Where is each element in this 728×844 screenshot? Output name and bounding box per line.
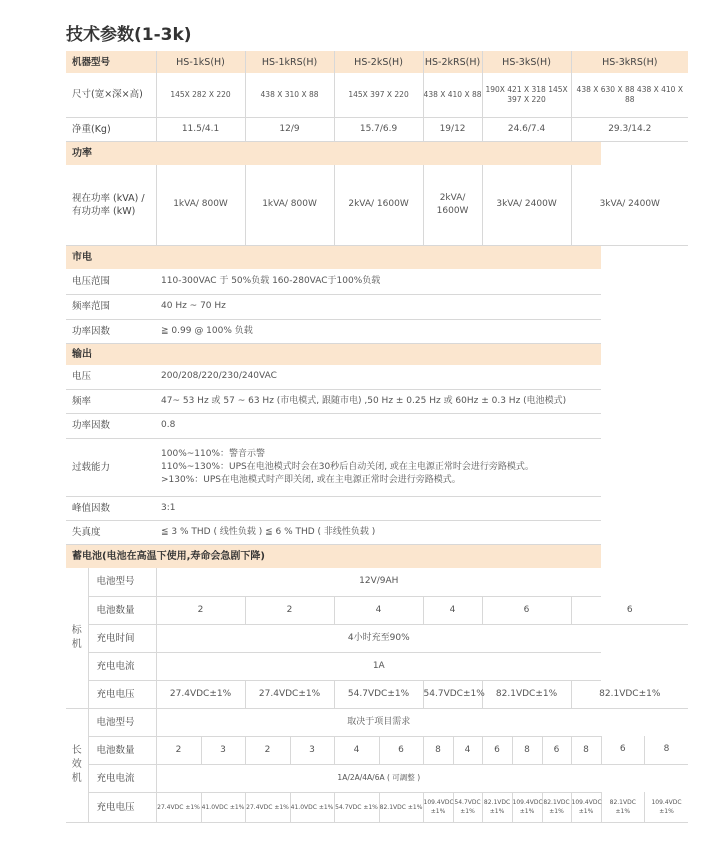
weight-row [66,117,688,141]
long-count-cell: 4 [453,736,482,764]
std-type-row [66,568,688,596]
long-voltage-cell: 27.4VDC ±1% [156,792,201,822]
long-count-cell: 8 [512,736,542,764]
mains-section-header [66,245,688,269]
overload-line: 110%~130%：UPS在电池模式时会在30秒后自动关闭, 或在主电源正常时会进行旁路模式。 [161,461,534,472]
long-type-label: 电池型号 [88,708,156,736]
long-voltage-cell: 82.1VDC ±1% [379,792,423,822]
long-voltage-cell: 54.7VDC ±1% [453,792,482,822]
long-voltage-cell: 82.1VDC ±1% [601,792,644,822]
long-voltage-cell: 54.7VDC ±1% [334,792,379,822]
spec-table [66,51,688,823]
weight-cell: 15.7/6.9 [334,117,423,141]
battery-section-title: 蓄电池(电池在高温下使用,寿命会急剧下降) [66,544,601,568]
power-section-title: 功率 [66,141,601,165]
std-voltage-cell: 27.4VDC±1% [156,680,245,708]
std-voltage-cell: 54.7VDC±1% [423,680,482,708]
std-type-value: 12V/9AH [156,568,601,596]
long-charge-voltage-label: 充电电压 [88,792,156,822]
size-label: 尺寸(宽×深×高) [66,73,156,117]
long-voltage-cell: 27.4VDC ±1% [245,792,290,822]
long-voltage-cell: 41.0VDC ±1% [290,792,334,822]
long-count-row [66,736,688,764]
mains-row-label: 功率因数 [66,319,156,343]
model-cell: HS-2kRS(H) [423,51,482,73]
thd-row [66,520,688,544]
std-count-cell: 4 [423,596,482,624]
mains-row-value: 40 Hz ~ 70 Hz [156,294,601,319]
std-type-label: 电池型号 [88,568,156,596]
std-charge-current-value: 1A [156,652,601,680]
weight-cell: 24.6/7.4 [482,117,571,141]
std-charge-current-label: 充电电流 [88,652,156,680]
std-voltage-cell: 27.4VDC±1% [245,680,334,708]
std-charge-voltage-row [66,680,688,708]
long-voltage-cell: 109.4VDC ±1% [571,792,601,822]
mains-row-label: 电压范围 [66,269,156,294]
weight-label: 净重(Kg) [66,117,156,141]
long-voltage-cell: 109.4VDC ±1% [645,792,688,822]
power-cell: 2kVA/ 1600W [334,165,423,245]
power-label: 视在功率 (kVA) / 有功功率 (kW) [66,165,156,245]
long-charge-current-row [66,764,688,792]
std-voltage-cell: 54.7VDC±1% [334,680,423,708]
output-section-header [66,343,688,365]
std-count-label: 电池数量 [88,596,156,624]
long-charge-voltage-row [66,792,688,822]
mains-section-title: 市电 [66,245,601,269]
long-type-row [66,708,688,736]
std-voltage-cell: 82.1VDC±1% [482,680,571,708]
overload-row [66,438,688,496]
crest-value: 3:1 [156,496,601,520]
std-count-cell: 2 [156,596,245,624]
long-count-cell: 2 [156,736,201,764]
long-count-cell: 8 [571,736,601,764]
output-pf-label: 功率因数 [66,413,156,438]
mains-row [66,319,688,343]
overload-line: 100%~110%：警音示警 [161,448,266,459]
output-pf-row [66,413,688,438]
long-count-cell: 8 [423,736,453,764]
standard-side-text: 标 机 [71,624,82,650]
output-voltage-label: 电压 [66,365,156,389]
crest-row [66,496,688,520]
output-frequency-row [66,389,688,413]
long-side-text: 长 效 机 [71,745,82,784]
long-count-cell: 4 [334,736,379,764]
size-cell: 438 X 410 X 88 [423,73,482,117]
long-charge-current-value: 1A/2A/4A/6A ( 可調整 ) [156,764,601,792]
standard-side-label [66,568,88,708]
power-cell: 3kVA/ 2400W [571,165,688,245]
size-row [66,73,688,117]
std-count-cell: 6 [571,596,688,624]
long-charge-current-label: 充电电流 [88,764,156,792]
mains-row-label: 频率范围 [66,294,156,319]
std-charge-time-label: 充电时间 [88,624,156,652]
size-cell: 438 X 630 X 88 438 X 410 X 88 [571,73,688,117]
output-frequency-value: 47~ 53 Hz 或 57 ~ 63 Hz (市电模式, 跟随市电) ,50 Hz ± 0.25 Hz 或 60Hz ± 0.3 Hz (电池模式) [156,389,601,413]
size-cell: 145X 282 X 220 [156,73,245,117]
overload-line: >130%：UPS在电池模式时产即关闭, 或在主电源正常时会进行旁路模式。 [161,474,461,485]
size-cell: 190X 421 X 318 145X 397 X 220 [482,73,571,117]
model-cell: HS-1kRS(H) [245,51,334,73]
weight-cell: 12/9 [245,117,334,141]
model-cell: HS-1kS(H) [156,51,245,73]
long-voltage-cell: 109.4VDC ±1% [512,792,542,822]
long-count-cell: 2 [245,736,290,764]
std-charge-time-row [66,624,688,652]
long-count-cell: 3 [201,736,245,764]
output-voltage-row [66,365,688,389]
thd-label: 失真度 [66,520,156,544]
thd-value: ≦ 3 % THD ( 线性负载 ) ≦ 6 % THD ( 非线性负载 ) [156,520,601,544]
output-pf-value: 0.8 [156,413,601,438]
power-cell: 2kVA/ 1600W [423,165,482,245]
std-count-cell: 2 [245,596,334,624]
std-charge-voltage-label: 充电电压 [88,680,156,708]
long-voltage-cell: 82.1VDC ±1% [542,792,571,822]
power-section-header [66,141,688,165]
long-type-value: 取决于项目需求 [156,708,601,736]
long-voltage-cell: 109.4VDC ±1% [423,792,453,822]
power-cell: 1kVA/ 800W [245,165,334,245]
output-voltage-value: 200/208/220/230/240VAC [156,365,601,389]
model-cell: HS-3kS(H) [482,51,571,73]
power-cell: 3kVA/ 2400W [482,165,571,245]
long-count-cell: 6 [542,736,571,764]
battery-section-header [66,544,688,568]
std-count-cell: 6 [482,596,571,624]
mains-row-value: ≧ 0.99 @ 100% 负载 [156,319,601,343]
weight-cell: 19/12 [423,117,482,141]
model-cell: HS-3kRS(H) [571,51,688,73]
mains-row [66,269,688,294]
long-count-cell: 6 [482,736,512,764]
mains-row-value: 110-300VAC 于 50%负载 160-280VAC于100%负载 [156,269,601,294]
std-charge-time-value: 4小时充至90% [156,624,601,652]
page-title: 技术参数(1-3k) [66,25,192,45]
output-section-title: 输出 [66,343,601,365]
power-row [66,165,688,245]
long-side-label [66,708,88,822]
long-count-label: 电池数量 [88,736,156,764]
std-count-cell: 4 [334,596,423,624]
overload-value [156,438,601,496]
model-row [66,51,688,73]
std-voltage-cell: 82.1VDC±1% [571,680,688,708]
model-label: 机器型号 [66,51,156,73]
size-cell: 145X 397 X 220 [334,73,423,117]
std-count-row [66,596,688,624]
power-cell: 1kVA/ 800W [156,165,245,245]
std-charge-current-row [66,652,688,680]
long-count-cell: 8 [645,736,688,764]
long-voltage-cell: 41.0VDC ±1% [201,792,245,822]
size-cell: 438 X 310 X 88 [245,73,334,117]
model-cell: HS-2kS(H) [334,51,423,73]
long-count-cell: 6 [601,736,644,764]
crest-label: 峰值因数 [66,496,156,520]
output-frequency-label: 频率 [66,389,156,413]
long-count-cell: 6 [379,736,423,764]
weight-cell: 11.5/4.1 [156,117,245,141]
long-count-cell: 3 [290,736,334,764]
mains-row [66,294,688,319]
overload-label: 过载能力 [66,438,156,496]
weight-cell: 29.3/14.2 [571,117,688,141]
long-voltage-cell: 82.1VDC ±1% [482,792,512,822]
